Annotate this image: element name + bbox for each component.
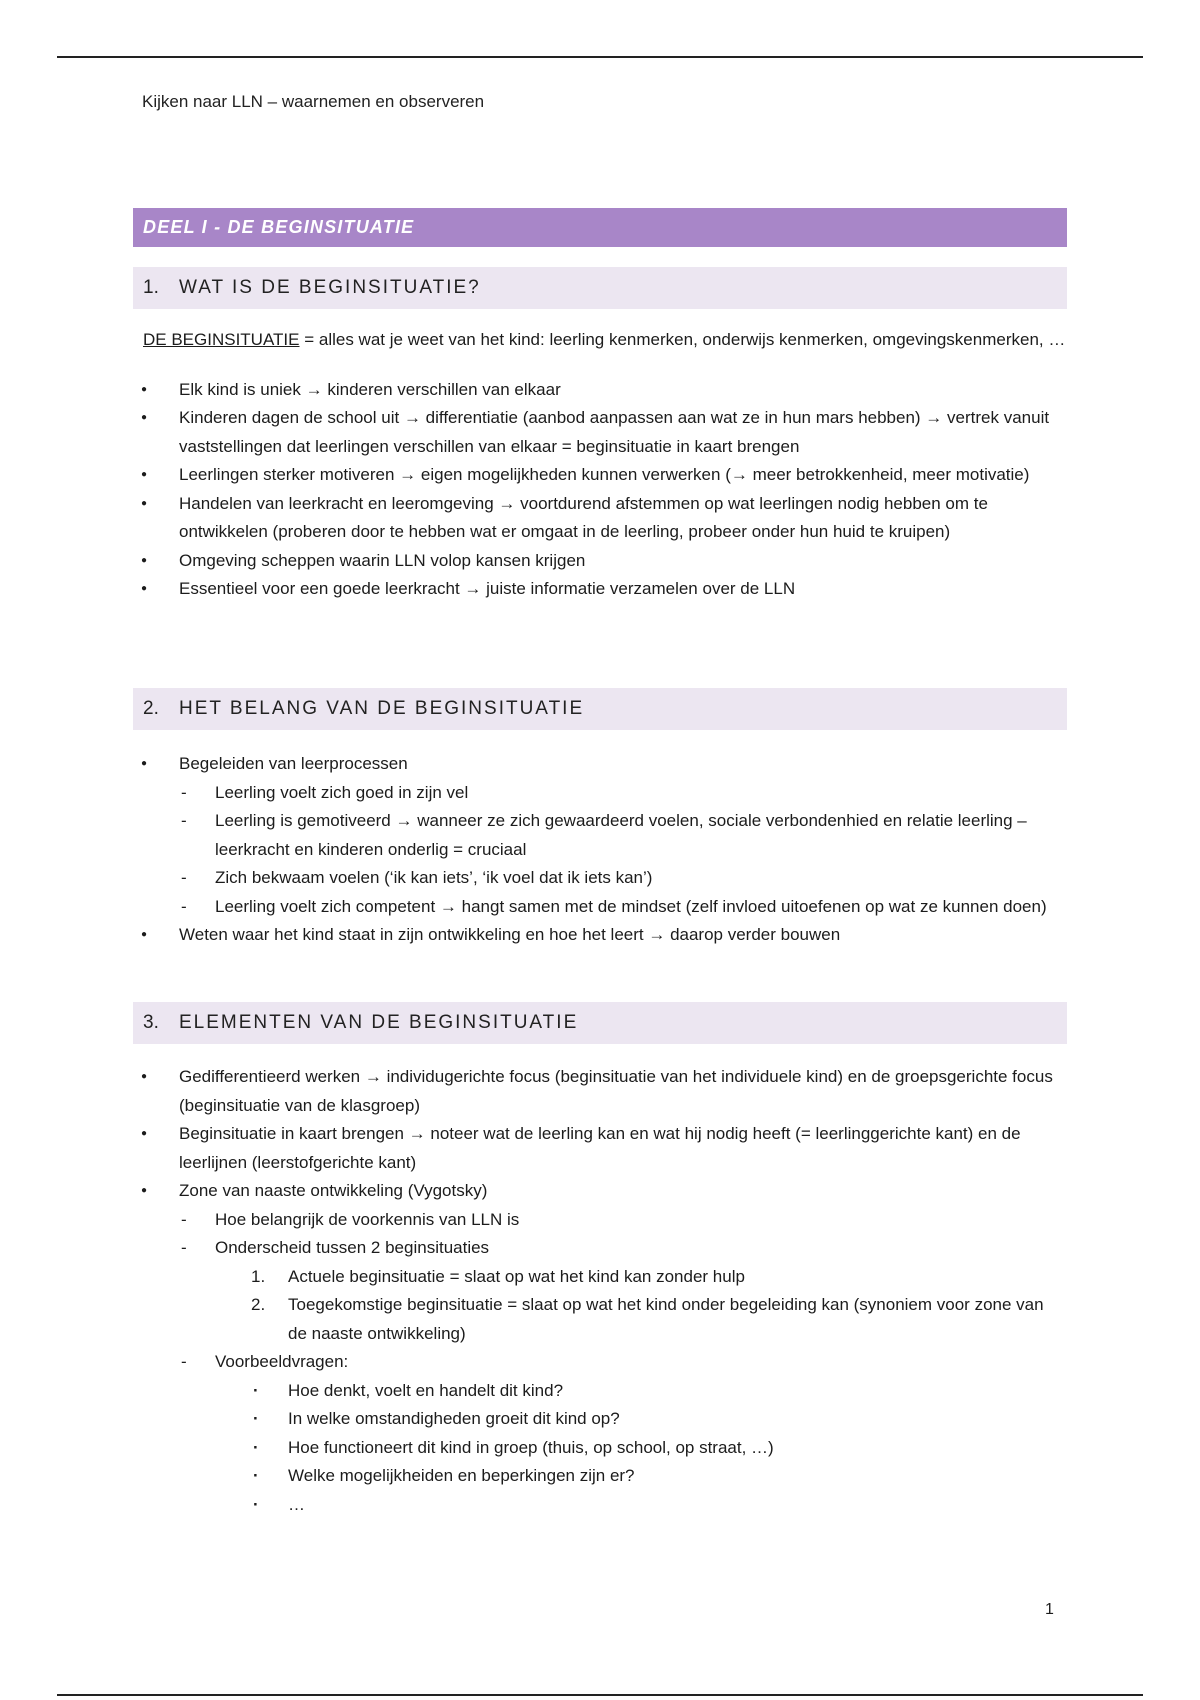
section-3-body <box>133 1063 1067 1519</box>
list-item: ● Elk kind is uniek → kinderen verschillen van elkaar <box>133 376 1067 405</box>
section-3-title: ELEMENTEN VAN DE BEGINSITUATIE <box>179 1012 579 1033</box>
running-header: Kijken naar LLN – waarnemen en observeren <box>142 92 485 111</box>
question-item: · … <box>133 1491 1067 1520</box>
list-item: ● Gedifferentieerd werken → individugerichte focus (beginsituatie van het individuele kind) en de groepsgerichte focus (beginsituatie van de klasgroep) <box>133 1063 1067 1120</box>
list-item: ● Omgeving scheppen waarin LLN volop kansen krijgen <box>133 547 1067 576</box>
sub-list-item: - Onderscheid tussen 2 beginsituaties <box>133 1234 1067 1263</box>
question-item: · Welke mogelijkheiden en beperkingen zijn er? <box>133 1462 1067 1491</box>
question-item: · Hoe functioneert dit kind in groep (thuis, op school, op straat, …) <box>133 1434 1067 1463</box>
list-item: ● Zone van naaste ontwikkeling (Vygotsky) <box>133 1177 1067 1206</box>
section-3-number: 3. <box>143 1012 159 1033</box>
section-3-heading <box>133 1002 1067 1044</box>
sub-list-item: - Zich bekwaam voelen (‘ik kan iets’, ‘ik voel dat ik iets kan’) <box>133 864 1067 893</box>
list-item: ● Kinderen dagen de school uit → differentiatie (aanbod aanpassen aan wat ze in hun mars hebben) → vertrek vanuit vaststellingen dat leerlingen verschillen van elkaar = beginsituatie in kaart brengen <box>133 404 1067 461</box>
list-item: ● Beginsituatie in kaart brengen → noteer wat de leerling kan en wat hij nodig heeft (= leerlinggerichte kant) en de leerlijnen (leerstofgerichte kant) <box>133 1120 1067 1177</box>
numbered-item <box>133 1263 1067 1292</box>
section-3-bullet-list <box>133 1063 1067 1519</box>
section-1-body <box>133 326 1067 604</box>
section-1-heading <box>133 267 1067 309</box>
sub-list-item: - Leerling voelt zich competent → hangt samen met de mindset (zelf invloed uitoefenen op wat ze kunnen doen) <box>133 893 1067 922</box>
section-2-title: HET BELANG VAN DE BEGINSITUATIE <box>179 698 585 719</box>
list-item: ● Essentieel voor een goede leerkracht → juiste informatie verzamelen over de LLN <box>133 575 1067 604</box>
section-1-number: 1. <box>143 277 159 298</box>
definition-text: = alles wat je weet van het kind: leerling kenmerken, onderwijs kenmerken, omgevingskenmerken, … <box>299 330 1066 349</box>
list-item: ● Begeleiden van leerprocessen <box>133 750 1067 779</box>
section-2-body <box>133 750 1067 950</box>
numbered-item-label: 2. <box>251 1295 266 1314</box>
list-item: ● Leerlingen sterker motiveren → eigen mogelijkheden kunnen verwerken (→ meer betrokkenheid, meer motivatie) <box>133 461 1067 490</box>
top-rule <box>57 56 1143 58</box>
numbered-item-text: Toegekomstige beginsituatie = slaat op wat het kind onder begeleiding kan (synoniem voor zone van de naaste ontwikkeling) <box>288 1295 1044 1343</box>
section-2-bullet-list <box>133 750 1067 950</box>
definition-term: DE BEGINSITUATIE <box>143 330 300 349</box>
section-1-bullet-list <box>133 376 1067 604</box>
sub-list-item: - Leerling is gemotiveerd → wanneer ze zich gewaardeerd voelen, sociale verbondenhied en relatie leerling – leerkracht en kinderen onderlig = cruciaal <box>133 807 1067 864</box>
numbered-item <box>133 1291 1067 1348</box>
section-2-heading <box>133 688 1067 730</box>
question-item: · Hoe denkt, voelt en handelt dit kind? <box>133 1377 1067 1406</box>
numbered-item-label: 1. <box>251 1266 266 1286</box>
section-2-number: 2. <box>143 698 159 719</box>
section-1-title: WAT IS DE BEGINSITUATIE? <box>179 277 481 298</box>
list-item: ● Weten waar het kind staat in zijn ontwikkeling en hoe het leert → daarop verder bouwen <box>133 921 1067 950</box>
list-item: ● Handelen van leerkracht en leeromgeving → voortdurend afstemmen op wat leerlingen nodig hebben om te ontwikkelen (proberen door te hebben wat er omgaat in de leerling, probeer onder hun huid te kruipen) <box>133 490 1067 547</box>
sub-list-item: - Voorbeeldvragen: <box>133 1348 1067 1377</box>
part-banner: DEEL I - DE BEGINSITUATIE <box>133 208 1067 247</box>
sub-list-item: - Leerling voelt zich goed in zijn vel <box>133 779 1067 808</box>
bottom-rule <box>57 1694 1143 1696</box>
page-number: 1 <box>1045 1601 1054 1618</box>
question-item: · In welke omstandigheden groeit dit kind op? <box>133 1405 1067 1434</box>
definition-paragraph <box>133 326 1067 355</box>
sub-list-item: - Hoe belangrijk de voorkennis van LLN is <box>133 1206 1067 1235</box>
numbered-item-text: Actuele beginsituatie = slaat op wat het kind kan zonder hulp <box>288 1266 745 1286</box>
